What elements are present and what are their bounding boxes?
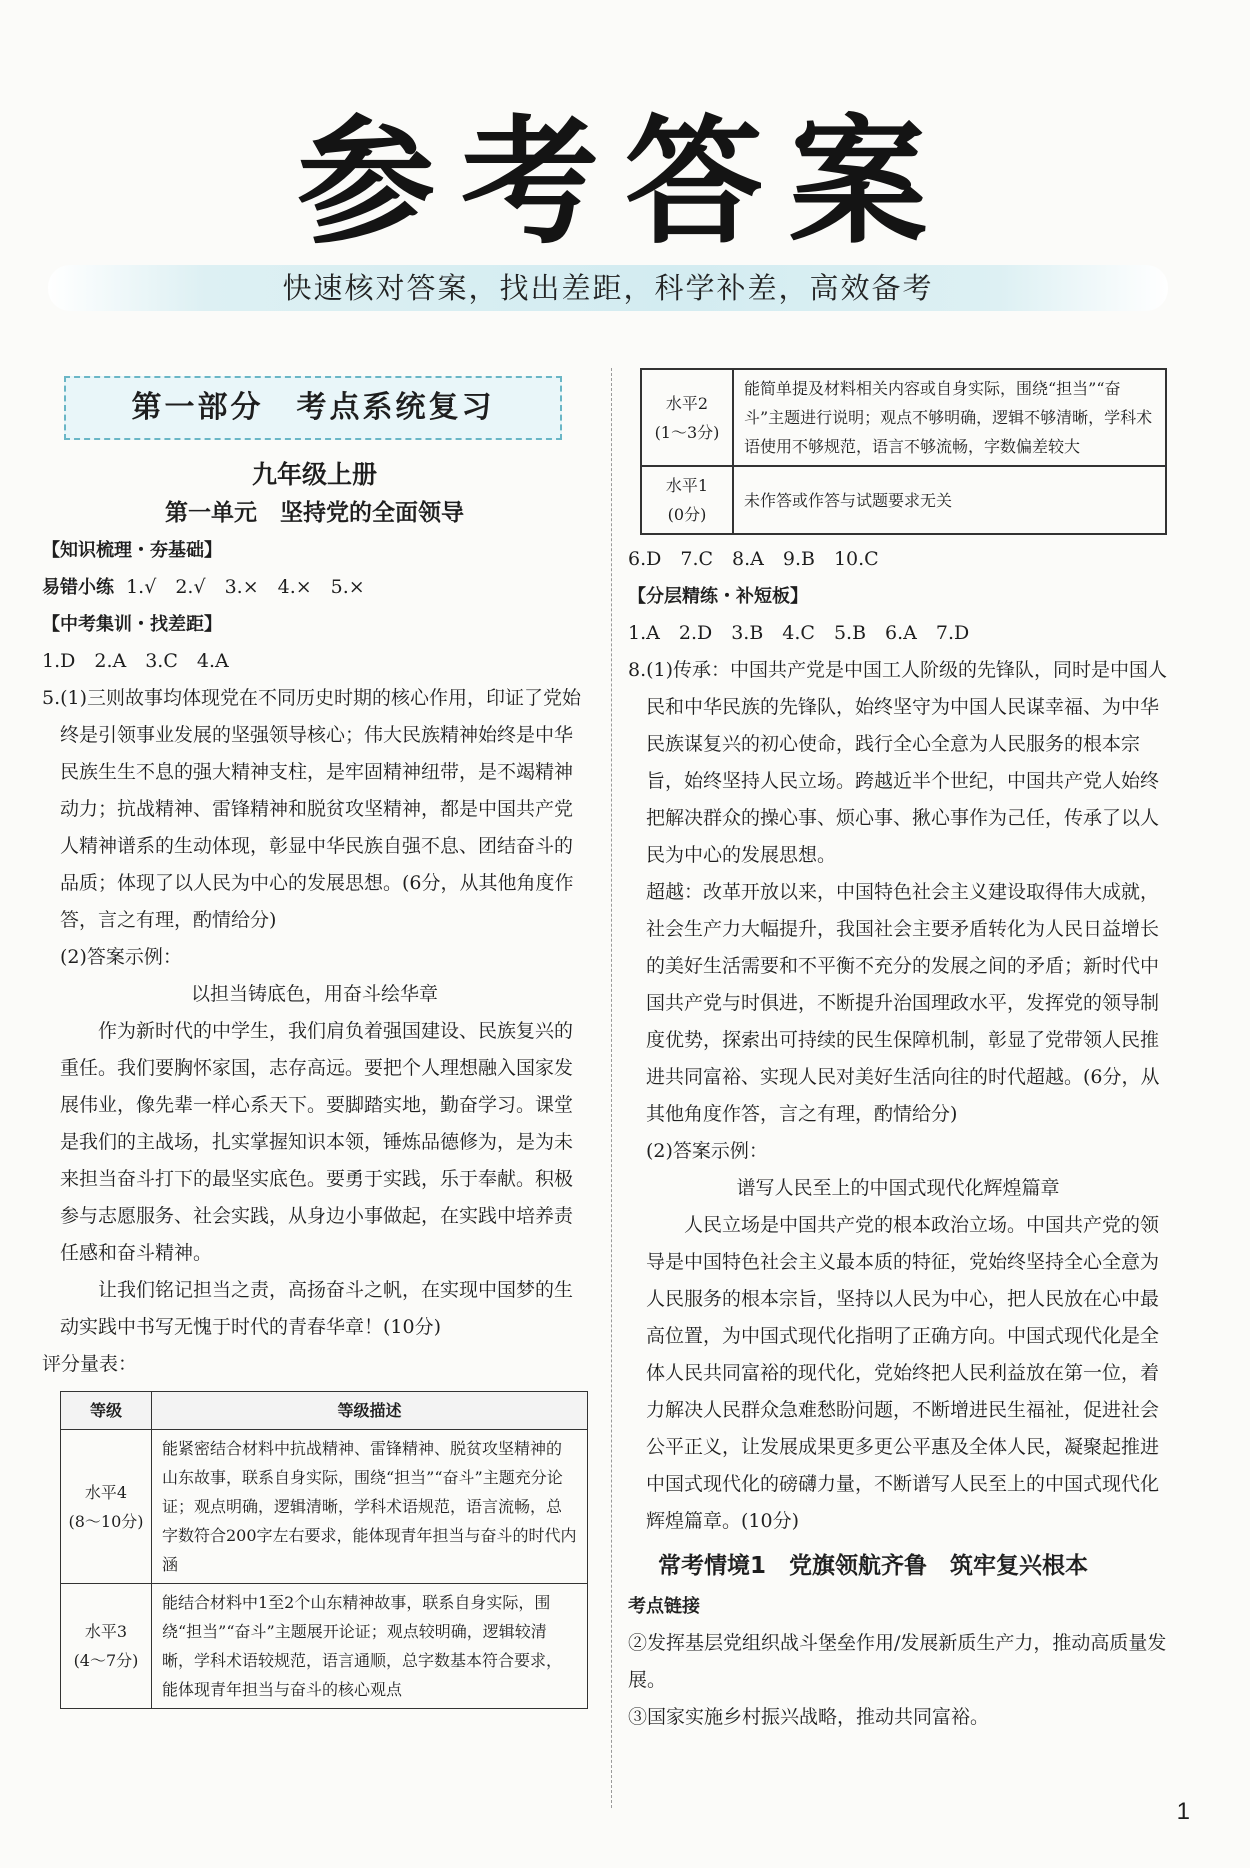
section-heading-knowledge: 【知识梳理・夯基础】 [42,540,222,561]
level-description: 未作答或作答与试题要求无关 [733,466,1166,534]
yicuo-practice [42,569,587,606]
table-row [641,466,1166,534]
level-name: 水平1 [665,476,709,495]
link-item: ③国家实施乡村振兴战略，推动共同富裕。 [628,1706,990,1728]
table-row [61,1430,588,1584]
level-cell [641,369,733,466]
level-description: 能简单提及材料相关内容或自身实际，围绕“担当”“奋斗”主题进行说明；观点不够明确，逻辑不够清晰，学科术语使用不够规范，语言不够流畅，字数偏差较大 [733,369,1166,466]
level-name: 水平4 [84,1482,128,1502]
level-cell [641,466,733,534]
rubric-table [60,1391,588,1709]
slogan-banner: 快速核对答案，找出差距，科学补差，高效备考 [48,265,1168,311]
link-label: 考点链接 [628,1596,700,1617]
q8-part1-b: 超越：改革开放以来，中国特色社会主义建设取得伟大成就，社会生产力大幅提升，我国社会主要矛盾转化为人民日益增长的美好生活需要和不平衡不充分的发展之间的矛盾；新时代中国共产党与时俱进，不断提升治国理政水平，发挥党的领导制度优势，探索出可持续的民生保障机制，彰显了党带领人民推进共同富裕、实现人民对美好生活向往的时代超越。(6分，从其他角度作答，言之有理，酌情给分) [646,881,1160,1125]
table-header: 等级 [61,1392,152,1430]
column-divider [611,368,612,1808]
rubric-table-continued [640,368,1167,535]
level-score: (1～3分) [654,422,720,442]
q5-part1-text: 5.(1)三则故事均体现党在不同历史时期的核心作用，印证了党始终是引领事业发展的坚强领导核心；伟大民族精神始终是中华民族生生不息的强大精神支柱，是牢固精神纽带，是不竭精神动力；抗战精神、雷锋精神和脱贫攻坚精神，都是中国共产党人精神谱系的生动体现，彰显中华民族自强不息、团结奋斗的品质；体现了以人民为中心的发展思想。(6分，从其他角度作答，言之有理，酌情给分) [42,687,582,931]
essay2-title: 谱写人民至上的中国式现代化辉煌篇章 [736,1177,1060,1199]
section-heading-layered: 【分层精练・补短板】 [628,586,808,607]
level-score: (4～7分) [73,1651,139,1670]
essay-paragraph: 作为新时代的中学生，我们肩负着强国建设、民族复兴的重任。我们要胸怀家国，志存高远。要把个人理想融入国家发展伟业，像先辈一样心系天下。要脚踏实地，勤奋学习。课堂是我们的主战场，扎实掌握知识本领，锤炼品德修为，是为未来担当奋斗打下的最坚实底色。要勇于实践，乐于奉献。积极参与志愿服务、社会实践，从身边小事做起，在实践中培养责任感和奋斗精神。 [60,1020,574,1264]
rubric-label: 评分量表： [42,1353,138,1375]
q5-part1 [42,680,587,939]
level-description: 能紧密结合材料中抗战精神、雷锋精神、脱贫攻坚精神的山东故事，联系自身实际，围绕“担当”“奋斗”主题充分论证；观点明确，逻辑清晰，学科术语规范，语言流畅，总字数符合200字左右要求，能体现青年担当与奋斗的时代内涵 [152,1430,588,1584]
yicuo-answers: 1.√ 2.√ 3.× 4.× 5.× [126,576,365,598]
level-cell [61,1430,152,1584]
page-title: 参考答案 [296,102,953,263]
yicuo-label: 易错小练 [42,577,114,598]
essay-paragraph: 让我们铭记担当之责，高扬奋斗之帆，在实现中国梦的生动实践中书写无愧于时代的青春华章！(10分) [60,1279,574,1338]
section-heading-exam: 【中考集训・找差距】 [42,614,222,635]
left-column [42,372,587,1709]
level-name: 水平3 [84,1622,128,1641]
unit-title: 第一单元 坚持党的全面领导 [165,500,464,526]
table-header: 等级描述 [152,1392,588,1430]
q8-part1: 8.(1)传承：中国共产党是中国工人阶级的先锋队，同时是中国人民和中华民族的先锋队，始终坚守为中国人民谋幸福、为中华民族谋复兴的初心使命，践行全心全意为人民服务的根本宗旨，始终坚持人民立场。跨越近半个世纪，中国共产党人始终把解决群众的操心事、烦心事、揪心事作为己任，传承了以人民为中心的发展思想。 [628,659,1168,866]
mc-answers-6-10: 6.D 7.C 8.A 9.B 10.C [628,548,879,570]
essay-title: 以担当铸底色，用奋斗绘华章 [190,983,438,1005]
table-row [641,369,1166,466]
grade-title: 九年级上册 [251,460,377,489]
table-header-row [61,1392,588,1430]
link-item: ②发挥基层党组织战斗堡垒作用/发展新质生产力，推动高质量发展。 [628,1632,1167,1691]
level-score: (0分) [667,505,707,524]
table-row [61,1584,588,1709]
essay2-paragraph: 人民立场是中国共产党的根本政治立场。中国共产党的领导是中国特色社会主义最本质的特征，党始终坚持全心全意为人民服务的根本宗旨，坚持以人民为中心，把人民放在心中最高位置，为中国式现代化指明了正确方向。中国式现代化是全体人民共同富裕的现代化，党始终把人民利益放在第一位，着力解决人民群众急难愁盼问题，不断增进民生福祉，促进社会公平正义，让发展成果更多更公平惠及全体人民，凝聚起推进中国式现代化的磅礴力量，不断谱写人民至上的中国式现代化辉煌篇章。(10分) [646,1214,1160,1532]
level-score: (8～10分) [68,1511,144,1531]
q5-part2-label: (2)答案示例： [60,946,182,968]
level-cell [61,1584,152,1709]
mc-answers: 1.D 2.A 3.C 4.A [42,650,229,672]
q8-part2-label: (2)答案示例： [646,1140,768,1162]
right-column [628,368,1168,1736]
level-description: 能结合材料中1至2个山东精神故事，联系自身实际，围绕“担当”“奋斗”主题展开论证；观点较明确，逻辑较清晰，学科术语较规范，语言通顺，总字数基本符合要求，能体现青年担当与奋斗的核心观点 [152,1584,588,1709]
mc-answers-1-7: 1.A 2.D 3.B 4.C 5.B 6.A 7.D [628,622,970,644]
part-title-box: 第一部分 考点系统复习 [64,376,562,440]
level-name: 水平2 [665,393,709,413]
page-number: 1 [1176,1798,1190,1825]
scene-title: 常考情境1 党旗领航齐鲁 筑牢复兴根本 [658,1553,1089,1579]
